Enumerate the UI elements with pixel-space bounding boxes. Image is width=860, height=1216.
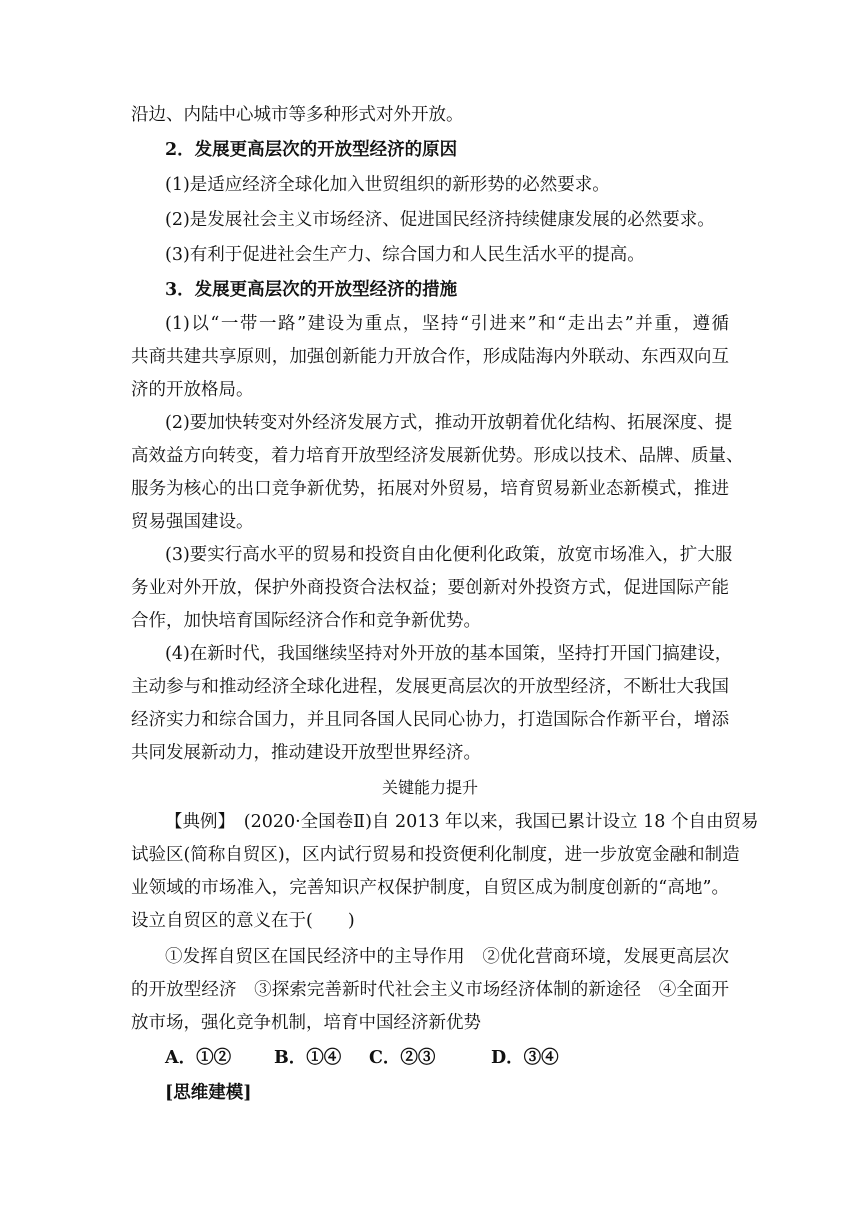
- option-a[interactable]: A．①②: [165, 1048, 232, 1068]
- measure-1-line-2: 共商共建共享原则，加强创新能力开放合作，形成陆海内外联动、东西双向互: [131, 347, 729, 367]
- measure-1-line-1: (1)以“一带一路”建设为重点，坚持“引进来”和“走出去”并重，遵循: [165, 314, 729, 334]
- option-d[interactable]: D．③④: [491, 1048, 559, 1068]
- measure-4-line-2: 主动参与和推动经济全球化进程，发展更高层次的开放型经济，不断壮大我国: [131, 677, 729, 697]
- modeling-heading: [思维建模]: [165, 1083, 252, 1103]
- statements-line-3: 放市场，强化竞争机制，培育中国经济新优势: [131, 1013, 481, 1033]
- measure-3-line-1: (3)要实行高水平的贸易和投资自由化便利化政策，放宽市场准入，扩大服: [165, 545, 733, 565]
- option-b[interactable]: B．①④: [274, 1048, 342, 1068]
- measure-3-line-3: 合作，加快培育国际经济合作和竞争新优势。: [131, 611, 481, 631]
- measure-2-line-2: 高效益方向转变，着力培育开放型经济发展新优势。形成以技术、品牌、质量、: [131, 446, 744, 466]
- option-c[interactable]: C．②③: [369, 1048, 436, 1068]
- measure-4-line-1: (4)在新时代，我国继续坚持对外开放的基本国策，坚持打开国门搞建设，: [165, 644, 733, 664]
- reason-3: (3)有利于促进社会生产力、综合国力和人民生活水平的提高。: [165, 245, 645, 265]
- heading-measures: 3．发展更高层次的开放型经济的措施: [165, 280, 458, 300]
- measure-2-line-4: 贸易强国建设。: [131, 512, 254, 532]
- measure-4-line-3: 经济实力和综合国力，并且同各国人民同心协力，打造国际合作新平台，增添: [131, 710, 729, 730]
- example-line-4: 设立自贸区的意义在于( ): [131, 911, 355, 931]
- measure-4-line-4: 共同发展新动力，推动建设开放型世界经济。: [131, 743, 481, 763]
- measure-2-line-3: 服务为核心的出口竞争新优势，拓展对外贸易，培育贸易新业态新模式，推进: [131, 479, 729, 499]
- statements-line-2: 的开放型经济 ③探索完善新时代社会主义市场经济体制的新途径 ④全面开: [131, 980, 729, 1000]
- paragraph-continuation: 沿边、内陆中心城市等多种形式对外开放。: [131, 105, 464, 125]
- section-title: 关键能力提升: [381, 780, 478, 797]
- example-stem-1: 【典例】 (2020·全国卷Ⅱ)自 2013 年以来，我国已累计设立 18 个自由贸易: [165, 812, 759, 832]
- measure-1-line-3: 济的开放格局。: [131, 380, 254, 400]
- reason-1: (1)是适应经济全球化加入世贸组织的新形势的必然要求。: [165, 175, 610, 195]
- measure-3-line-2: 务业对外开放，保护外商投资合法权益；要创新对外投资方式，促进国际产能: [131, 578, 729, 598]
- answer-options: [0, 1041, 860, 1075]
- measure-2-line-1: (2)要加快转变对外经济发展方式，推动开放朝着优化结构、拓展深度、提: [165, 413, 733, 433]
- example-line-2: 试验区(简称自贸区)，区内试行贸易和投资便利化制度，进一步放宽金融和制造: [131, 845, 740, 865]
- statements-line-1: ①发挥自贸区在国民经济中的主导作用 ②优化营商环境，发展更高层次: [165, 947, 729, 967]
- heading-reasons: 2．发展更高层次的开放型经济的原因: [165, 140, 458, 160]
- reason-2: (2)是发展社会主义市场经济、促进国民经济持续健康发展的必然要求。: [165, 210, 715, 230]
- example-line-1: [0, 805, 759, 839]
- example-line-3: 业领域的市场准入，完善知识产权保护制度，自贸区成为制度创新的“高地”。: [131, 878, 729, 898]
